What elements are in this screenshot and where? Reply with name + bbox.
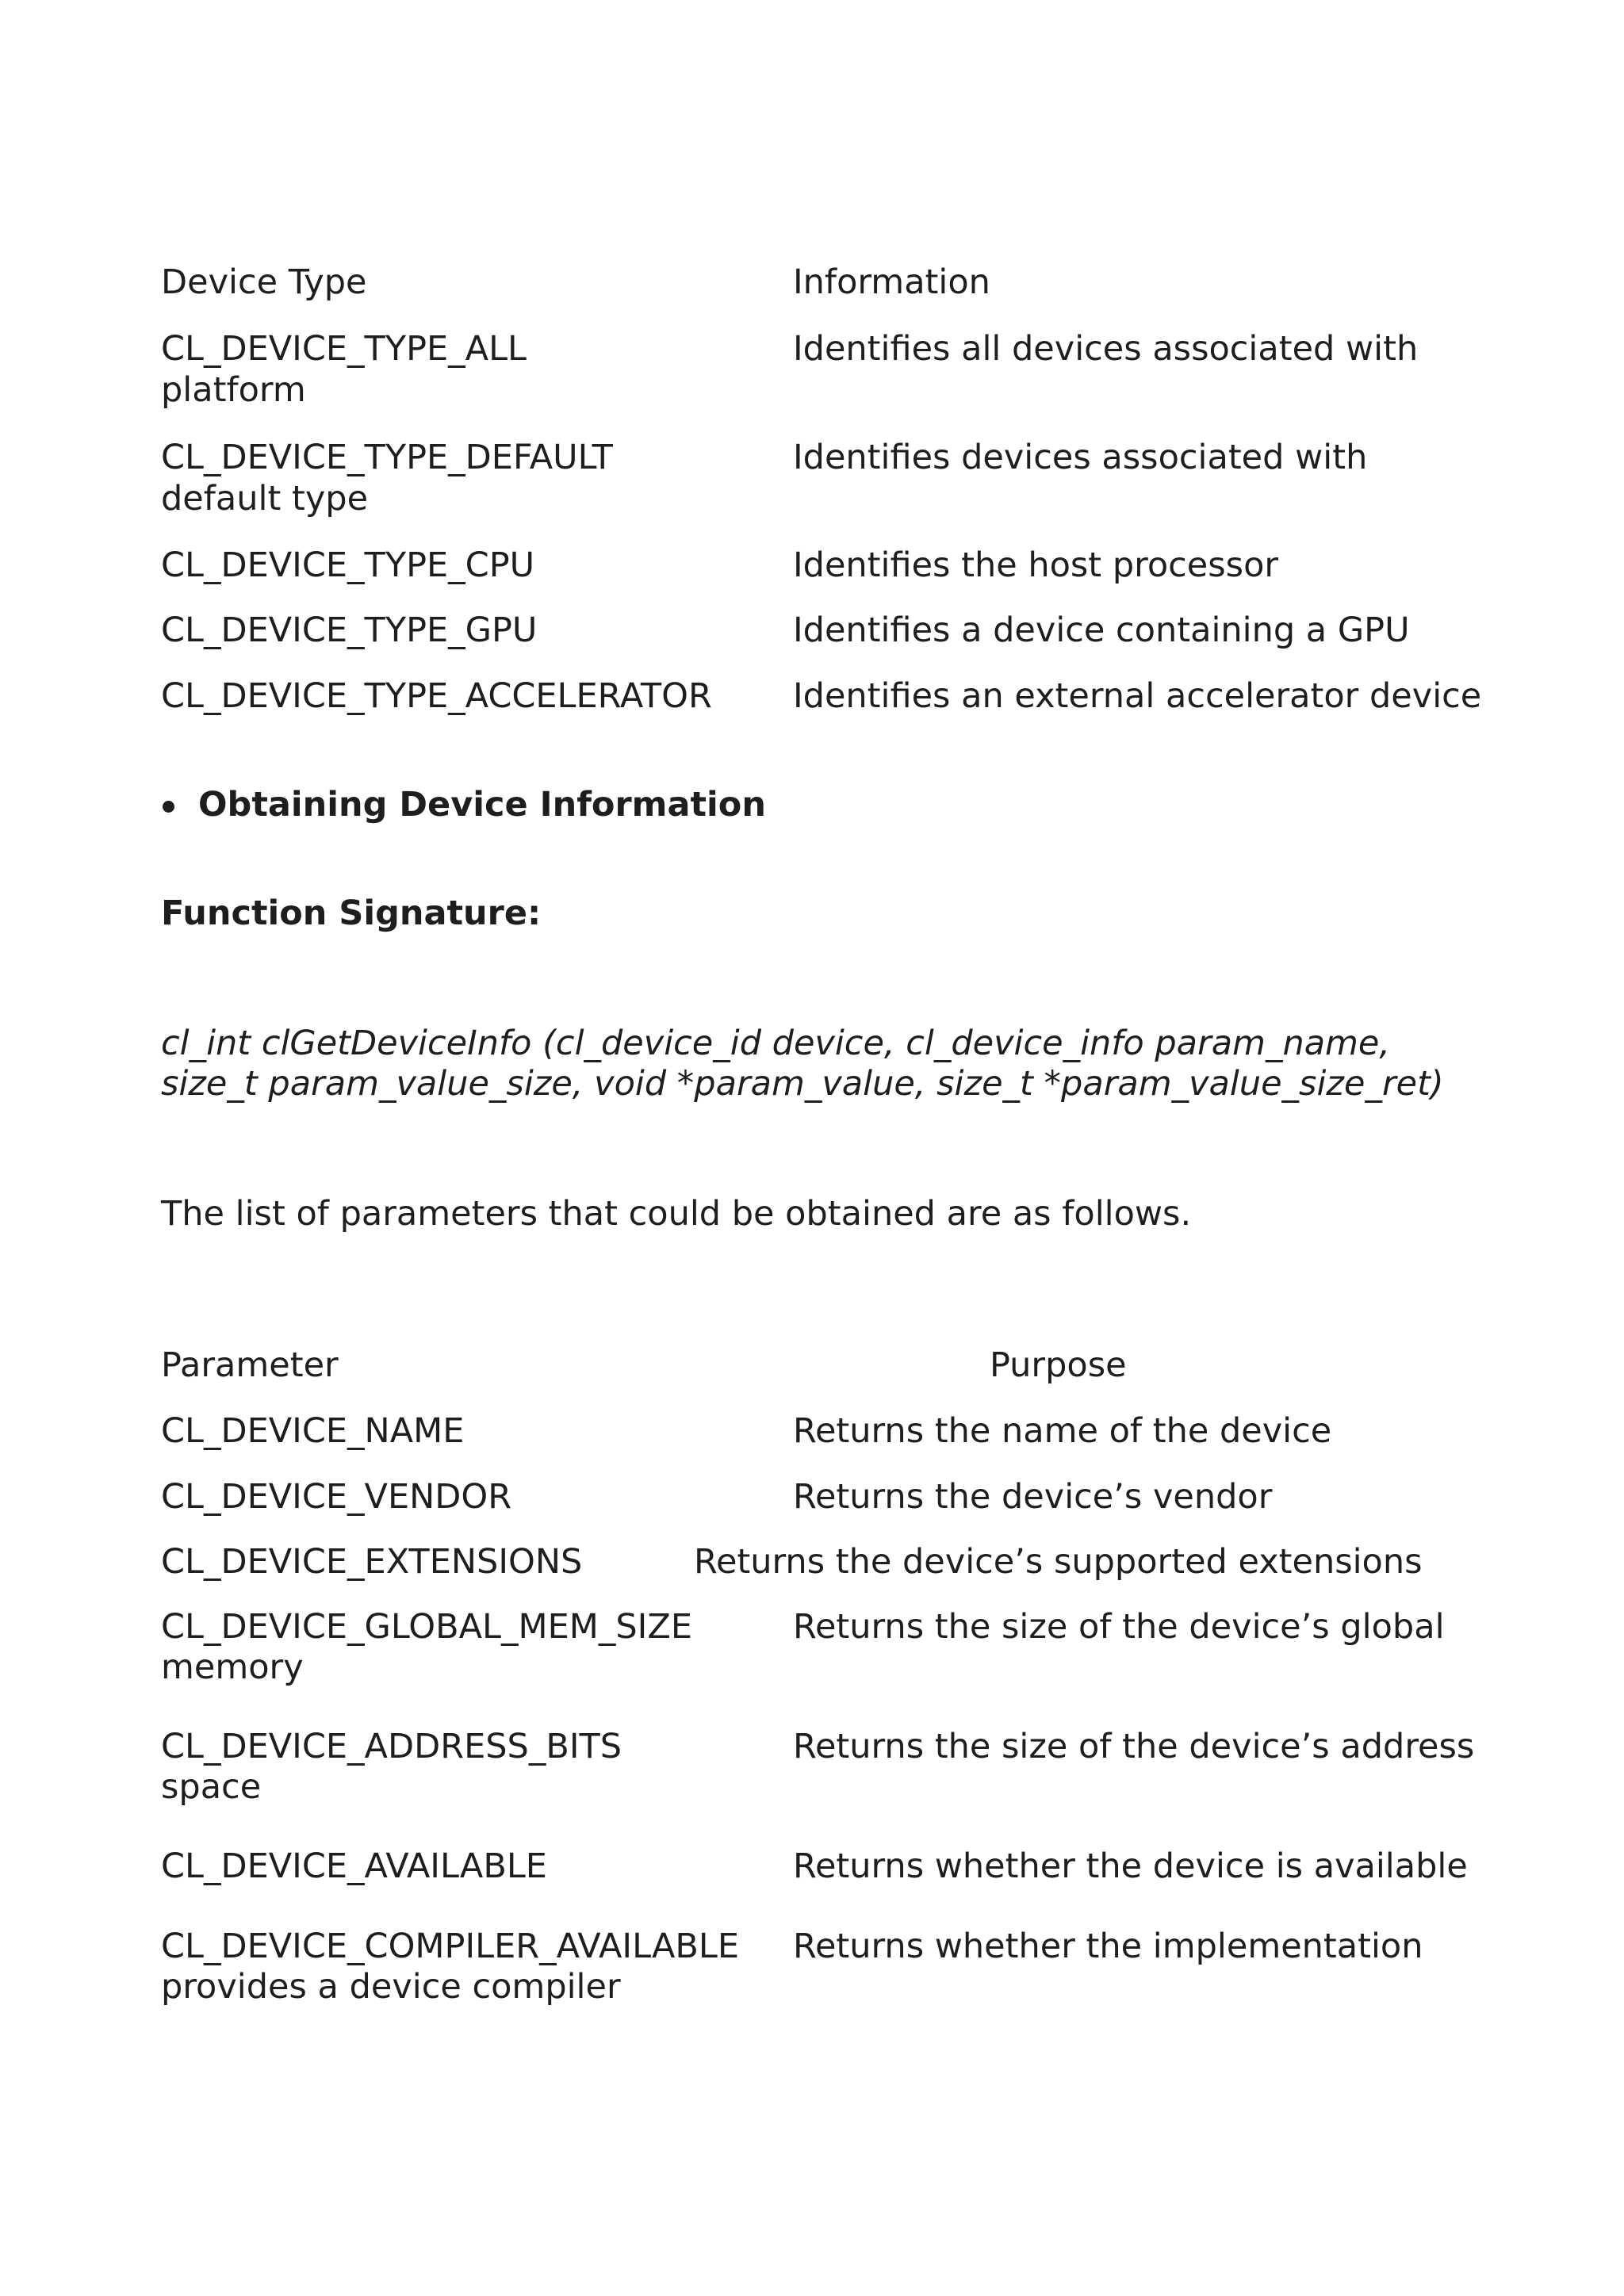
parameter-header: Parameter [161,1345,339,1385]
param-available-purpose: Returns whether the device is available [793,1846,1468,1886]
device-type-gpu-info: Identifies a device containing a GPU [793,610,1410,650]
signature-line-1: cl_int clGetDeviceInfo (cl_device_id device, cl_device_info param_name, [161,1024,1391,1063]
device-type-cpu: CL_DEVICE_TYPE_CPU [161,545,535,585]
device-type-default: CL_DEVICE_TYPE_DEFAULT [161,438,613,477]
device-type-accelerator: CL_DEVICE_TYPE_ACCELERATOR [161,676,712,716]
param-name: CL_DEVICE_NAME [161,1411,465,1451]
param-compiler-available-wrap: provides a device compiler [161,1967,621,2007]
device-type-cpu-info: Identifies the host processor [793,545,1279,585]
param-extensions: CL_DEVICE_EXTENSIONS [161,1542,583,1582]
device-type-header: Device Type [161,262,367,302]
bullet-icon [163,801,174,813]
param-name-purpose: Returns the name of the device [793,1411,1332,1451]
param-extensions-purpose: Returns the device’s supported extensions [694,1542,1423,1582]
param-compiler-available-purpose: Returns whether the implementation [793,1927,1423,1966]
section-heading: Obtaining Device Information [198,785,766,825]
signature-label: Function Signature: [161,894,542,933]
device-type-all-wrap: platform [161,370,306,410]
param-vendor: CL_DEVICE_VENDOR [161,1477,512,1517]
param-global-mem-size-purpose: Returns the size of the device’s global [793,1607,1445,1647]
device-type-default-info: Identifies devices associated with [793,438,1368,477]
device-type-all: CL_DEVICE_TYPE_ALL [161,329,527,369]
information-header: Information [793,262,990,302]
intro-paragraph: The list of parameters that could be obtained are as follows. [161,1194,1192,1234]
param-vendor-purpose: Returns the device’s vendor [793,1477,1273,1517]
param-address-bits-wrap: space [161,1767,262,1807]
signature-line-2: size_t param_value_size, void *param_value, size_t *param_value_size_ret) [161,1064,1444,1104]
param-compiler-available: CL_DEVICE_COMPILER_AVAILABLE [161,1927,740,1966]
param-global-mem-size: CL_DEVICE_GLOBAL_MEM_SIZE [161,1607,692,1647]
param-available: CL_DEVICE_AVAILABLE [161,1846,547,1886]
param-address-bits: CL_DEVICE_ADDRESS_BITS [161,1727,622,1766]
param-address-bits-purpose: Returns the size of the device’s address [793,1727,1475,1766]
device-type-gpu: CL_DEVICE_TYPE_GPU [161,610,538,650]
device-type-default-wrap: default type [161,479,369,519]
purpose-header: Purpose [990,1345,1127,1385]
param-global-mem-size-wrap: memory [161,1647,304,1687]
device-type-accelerator-info: Identifies an external accelerator device [793,676,1482,716]
device-type-all-info: Identifies all devices associated with [793,329,1419,369]
